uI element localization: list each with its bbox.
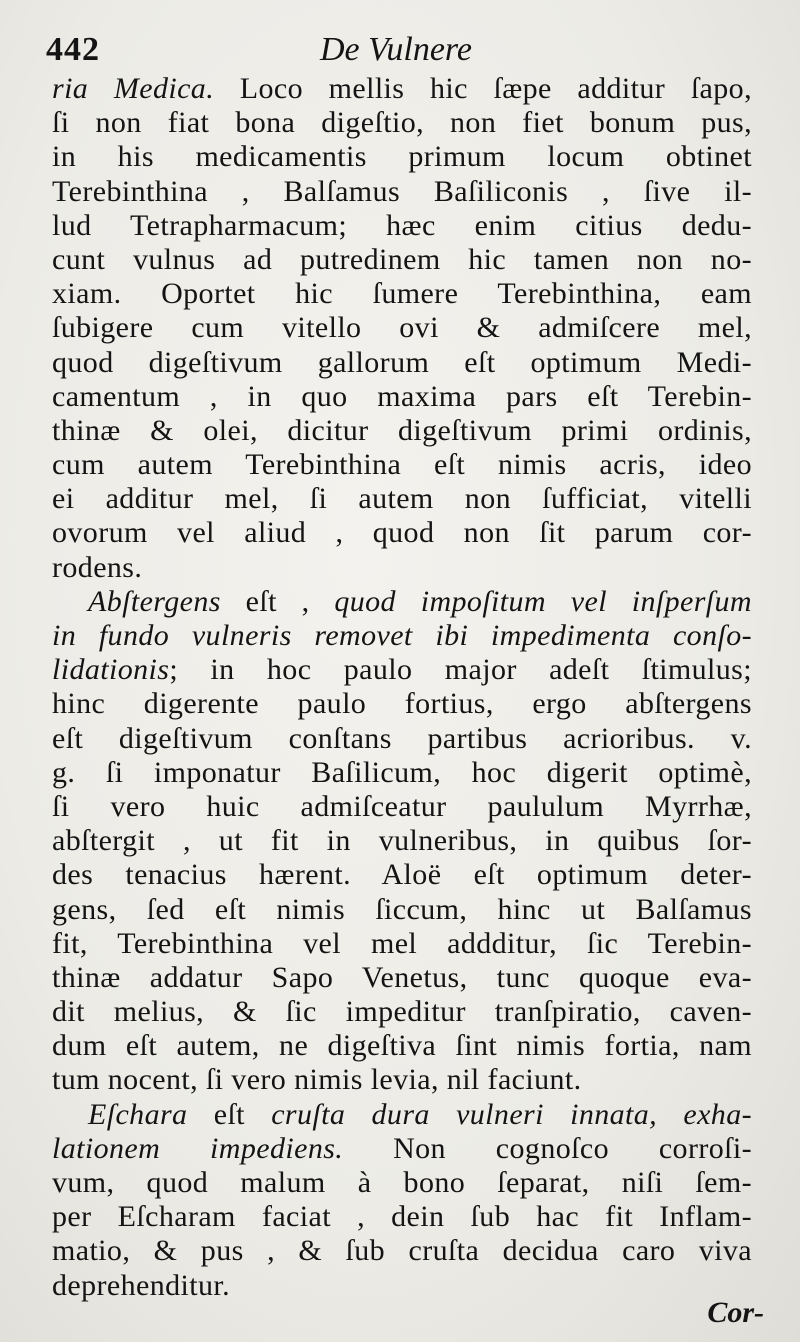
text-line — [52, 1098, 752, 1132]
text-line — [52, 687, 752, 721]
roman-text: g. ſi imponatur Baſilicum, hoc digerit optimè, — [52, 755, 752, 789]
roman-text: ; in hoc paulo major adeſt ſtimulus; — [169, 653, 752, 687]
roman-text: Non cognoſco corroſi- — [343, 1131, 752, 1165]
roman-text: matio, & pus , & ſub cruſta decidua caro viva — [52, 1234, 752, 1268]
italic-text: quod impoſitum vel inſperſum — [334, 584, 752, 618]
text-line — [52, 858, 752, 892]
text-line — [52, 927, 752, 961]
text-line — [52, 414, 752, 448]
roman-text: thinæ addatur Sapo Venetus, tunc quoque eva- — [52, 960, 752, 994]
roman-text: eſt digeſtivum conſtans partibus acrioribus. v. — [52, 721, 752, 755]
page-number: 442 — [46, 31, 100, 68]
text-line — [52, 72, 752, 106]
text-line — [52, 1029, 752, 1063]
roman-text: thinæ & olei, dicitur digeſtivum primi ordinis, — [52, 413, 752, 447]
text-line — [52, 277, 752, 311]
roman-text: eſt , — [220, 584, 335, 618]
roman-text: per Eſcharam faciat , dein ſub hac fit Inflam- — [52, 1200, 752, 1234]
roman-text: Loco mellis hic ſæpe additur ſapo, — [214, 72, 752, 105]
running-title: De Vulnere — [320, 31, 472, 68]
text-line — [52, 824, 752, 858]
roman-text: dit melius, & ſic impeditur tranſpiratio, caven- — [52, 995, 752, 1029]
text-line — [52, 516, 752, 550]
running-head — [46, 30, 766, 74]
roman-text: xiam. Oportet hic ſumere Terebinthina, eam — [52, 277, 752, 311]
roman-text: lud Tetrapharmacum; hæc enim citius dedu- — [52, 208, 752, 242]
roman-text: eſt — [187, 1097, 272, 1131]
italic-text: Abſtergens — [88, 584, 221, 618]
text-line — [52, 1063, 752, 1097]
text-line — [52, 1132, 752, 1166]
italic-text: ria Medica. — [52, 72, 215, 105]
text-line — [52, 585, 752, 619]
text-line — [52, 1234, 752, 1268]
roman-text: cunt vulnus ad putredinem hic tamen non no- — [52, 242, 752, 276]
text-line — [52, 346, 752, 380]
text-line — [52, 653, 752, 687]
roman-text: ovorum vel aliud , quod non ſit parum cor- — [52, 516, 752, 550]
text-line — [52, 790, 752, 824]
roman-text: fit, Terebinthina vel mel addditur, ſic Terebin- — [52, 926, 752, 960]
roman-text: abſtergit , ut fit in vulneribus, in quibus ſor- — [52, 824, 752, 858]
text-line — [52, 551, 752, 585]
text-line — [52, 722, 752, 756]
text-line — [52, 756, 752, 790]
text-line — [52, 1269, 752, 1303]
roman-text: ſi non fiat bona digeſtio, non fiet bonum pus, — [52, 106, 752, 140]
catchword: Cor- — [707, 1296, 764, 1329]
roman-text: dum eſt autem, ne digeſtiva ſint nimis fortia, nam — [52, 1029, 752, 1063]
text-line — [52, 619, 752, 653]
roman-text: ſi vero huic admiſceatur paululum Myrrhæ, — [52, 789, 752, 823]
roman-text: des tenacius hærent. Aloë eſt optimum deter- — [52, 858, 752, 892]
roman-text: vum, quod malum à bono ſeparat, niſi ſem- — [52, 1166, 752, 1199]
text-line — [52, 995, 752, 1029]
text-line — [52, 311, 752, 345]
roman-text: gens, ſed eſt nimis ſiccum, hinc ut Balſamus — [52, 892, 752, 926]
roman-text: tum nocent, ſi vero nimis levia, nil faciunt. — [52, 1063, 582, 1097]
text-line — [52, 209, 752, 243]
roman-text: hinc digerente paulo fortius, ergo abſtergens — [52, 687, 752, 721]
text-line — [52, 1166, 752, 1200]
roman-text: quod digeſtivum gallorum eſt optimum Medi- — [52, 345, 752, 379]
italic-text: in fundo vulneris removet ibi impedimenta conſo- — [52, 619, 752, 652]
text-line — [52, 243, 752, 277]
italic-text: lationem impediens. — [52, 1131, 344, 1165]
roman-text: in his medicamentis primum locum obtinet — [52, 140, 752, 174]
text-line — [52, 961, 752, 995]
italic-text: lidationis — [52, 653, 170, 687]
text-line — [52, 175, 752, 209]
roman-text: ei additur mel, ſi autem non ſufficiat, vitelli — [52, 482, 752, 516]
text-line — [52, 140, 752, 174]
roman-text: camentum , in quo maxima pars eſt Terebin- — [52, 379, 752, 413]
roman-text: deprehenditur. — [52, 1268, 231, 1302]
roman-text: ſubigere cum vitello ovi & admiſcere mel, — [52, 311, 752, 345]
roman-text: Terebinthina , Balſamus Baſiliconis , ſive il- — [52, 174, 752, 208]
text-line — [52, 448, 752, 482]
text-line — [52, 482, 752, 516]
roman-text: cum autem Terebinthina eſt nimis acris, ideo — [52, 448, 752, 482]
text-line — [52, 1200, 752, 1234]
italic-text: Eſchara — [88, 1097, 188, 1131]
text-line — [52, 380, 752, 414]
text-line — [52, 106, 752, 140]
body-text — [52, 72, 752, 1303]
text-line — [52, 893, 752, 927]
italic-text: cruſta dura vulneri innata, exha- — [271, 1097, 752, 1131]
roman-text: rodens. — [52, 550, 143, 584]
